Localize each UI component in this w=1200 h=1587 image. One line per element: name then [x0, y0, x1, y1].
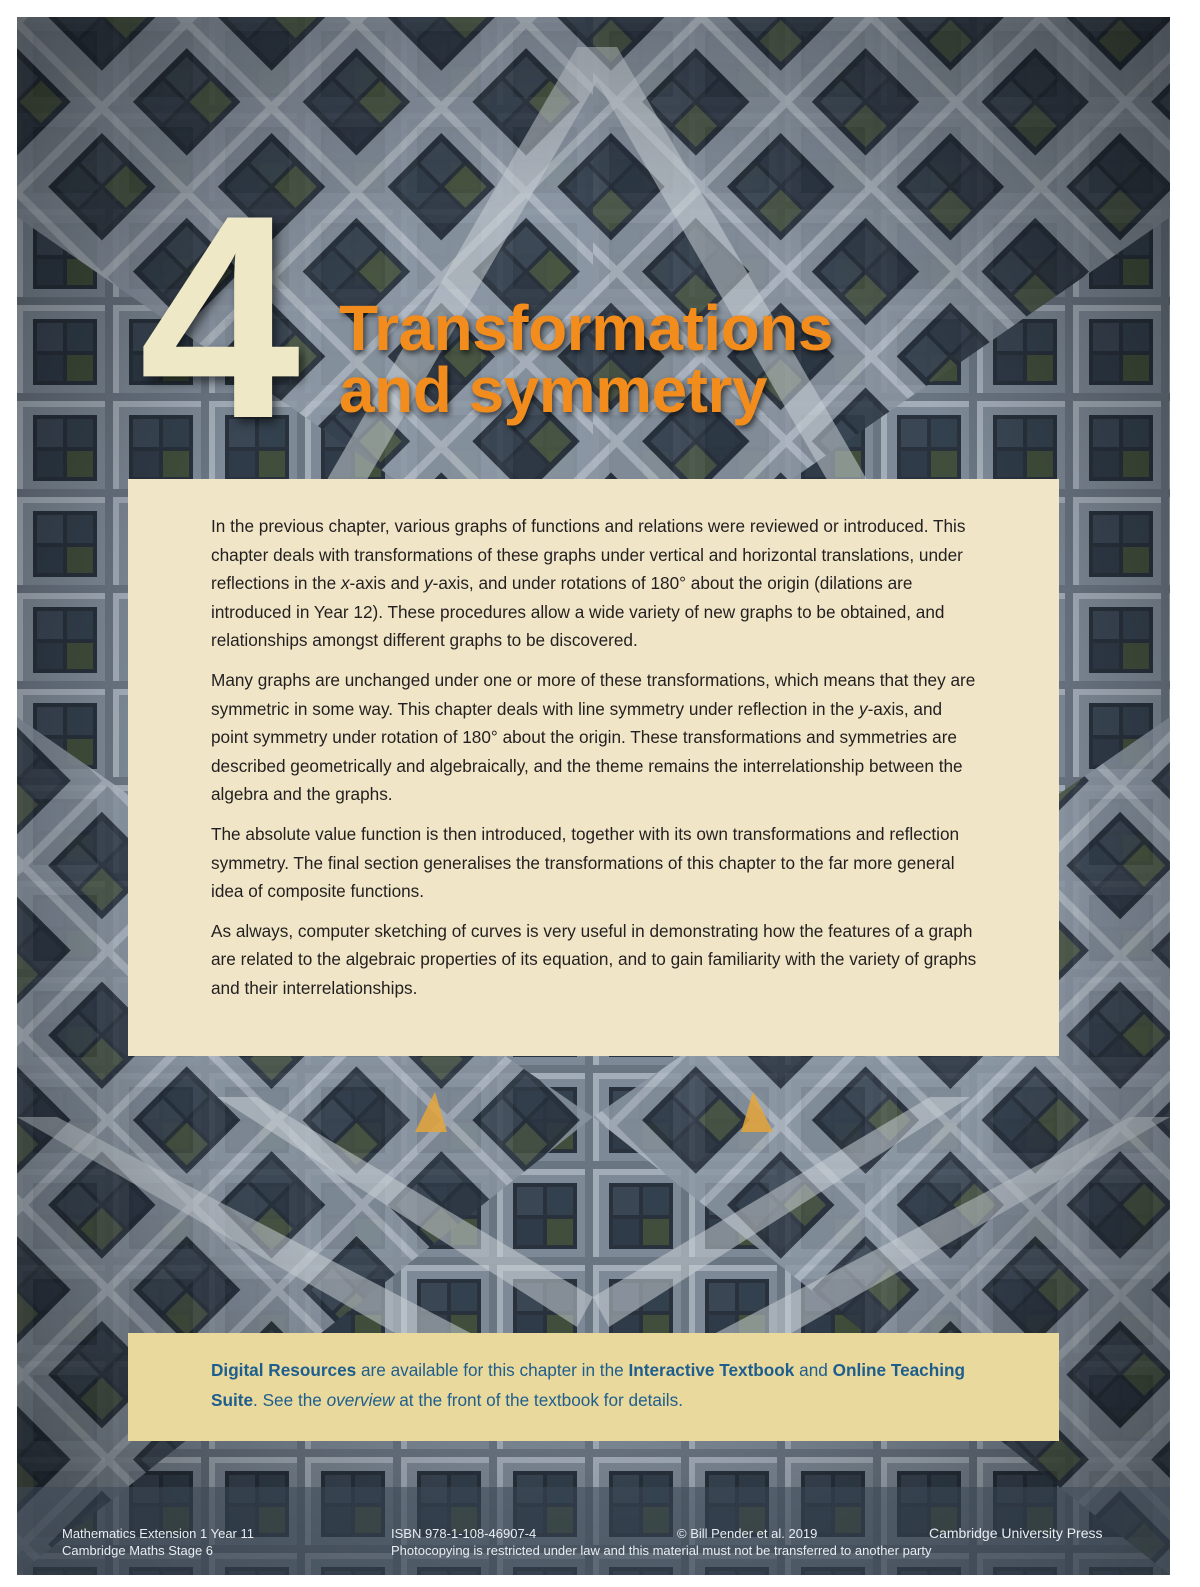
footer-publisher: Cambridge University Press — [929, 1525, 1103, 1541]
intro-paragraph-3: The absolute value function is then introduced, together with its own transformations and reflection symmetry. The final section generalises the transformations of this chapter to the far more general idea of composite functions. — [211, 823, 960, 902]
footer-book-info — [62, 1525, 254, 1559]
footer-copyright: © Bill Pender et al. 2019 — [677, 1526, 818, 1541]
footer-series: Cambridge Maths Stage 6 — [62, 1543, 214, 1558]
digital-resources-link[interactable]: Digital Resources — [211, 1360, 357, 1380]
chapter-introduction-box — [128, 479, 1059, 1056]
chapter-title-line-2: and symmetry — [339, 354, 767, 426]
digital-resources-box — [128, 1333, 1059, 1441]
intro-paragraph-1: In the previous chapter, various graphs of functions and relations were reviewed or introduced. This chapter deals with transformations of these graphs under vertical and horizontal translations, under reflections in the x-axis and y-axis, and under rotations of 180° about the origin (dilations are introduced in Year 12). These procedures allow a wide variety of new graphs to be obtained, and relationships amongst different graphs to be discovered. — [211, 516, 966, 651]
chapter-number: 4 — [139, 155, 293, 479]
intro-paragraph-4: As always, computer sketching of curves is very useful in demonstrating how the features of a graph are related to the algebraic properties of its equation, and to gain familiarity with the variety of graphs and their interrelationships. — [211, 920, 977, 998]
footer-notice: Photocopying is restricted under law and this material must not be transferred to another party — [391, 1543, 932, 1558]
intro-paragraph-2: Many graphs are unchanged under one or more of these transformations, which means that they are symmetric in some way. This chapter deals with line symmetry under reflection in the y-axis, and point symmetry under rotation of 180° about the origin. These transformations and symmetries are described geometrically and algebraically, and the theme remains the interrelationship between the algebra and the graphs. — [211, 669, 976, 805]
footer-isbn: ISBN 978-1-108-46907-4 — [391, 1526, 537, 1541]
footer-legal — [391, 1525, 932, 1559]
interactive-textbook-link[interactable]: Interactive Textbook — [628, 1360, 795, 1380]
chapter-title-line-1: Transformations — [339, 292, 833, 364]
overview-link[interactable]: overview — [326, 1390, 395, 1410]
chapter-opener-page — [17, 17, 1170, 1575]
footer-book-title: Mathematics Extension 1 Year 11 — [62, 1526, 254, 1541]
digital-resources-note: Digital Resources are available for this chapter in the Interactive Textbook and Online Teaching Suite. See the overview at the front of the textbook for details. — [211, 1360, 966, 1410]
chapter-title — [339, 292, 1039, 426]
online-teaching-suite-link[interactable]: Online Teaching Suite — [211, 1360, 966, 1410]
